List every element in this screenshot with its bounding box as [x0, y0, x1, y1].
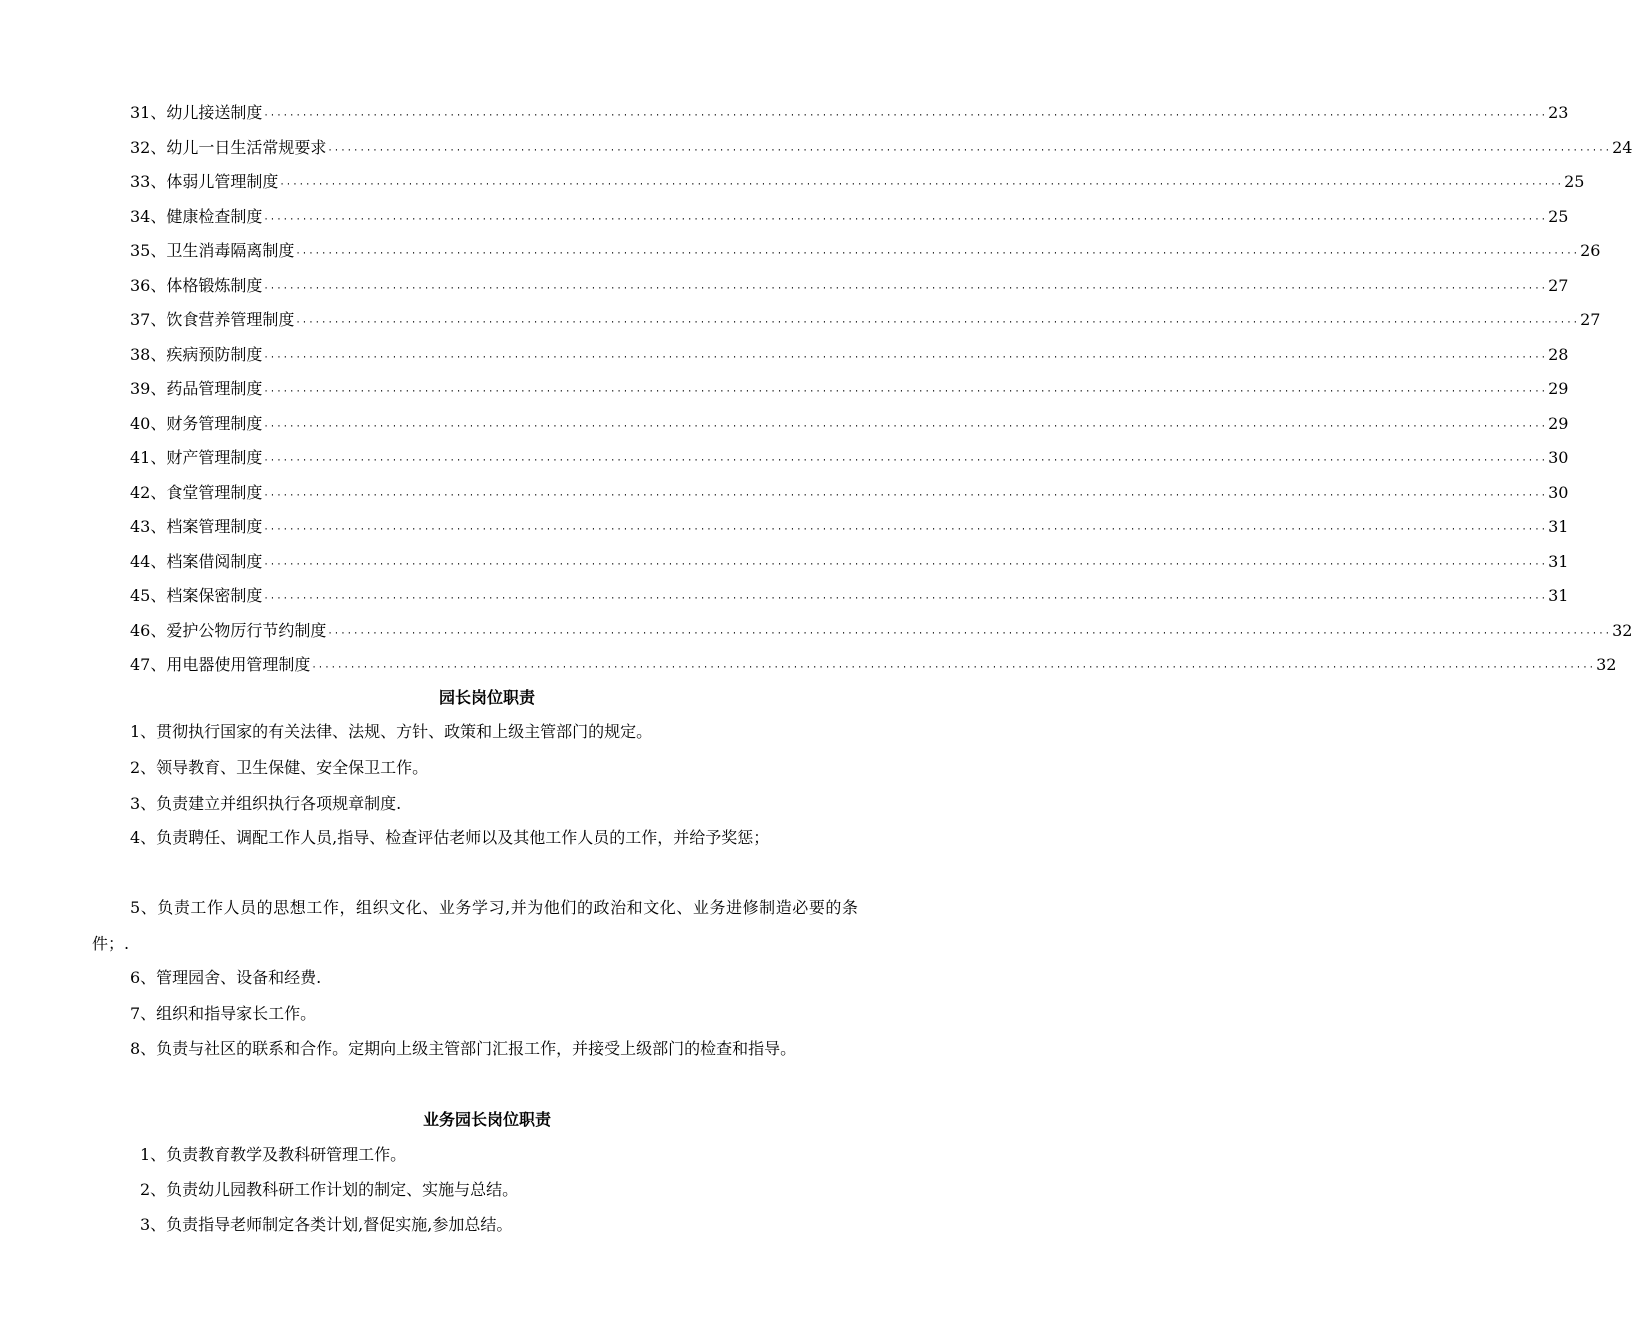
toc-entry-label: 35、卫生消毒隔离制度 [130, 241, 295, 260]
business-duty-2: 2、负责幼儿园教科研工作计划的制定、实施与总结。 [140, 1180, 519, 1199]
toc-leader-dots: ········································································································································································································ [263, 490, 1548, 501]
toc-entry-page: 31 [1548, 517, 1569, 536]
toc-entry-label: 45、档案保密制度 [130, 586, 263, 605]
toc-entry-page: 30 [1548, 448, 1569, 467]
toc-entry[interactable] [130, 269, 1569, 304]
toc-entry[interactable] [130, 510, 1569, 545]
toc-entry-page: 29 [1548, 413, 1569, 433]
toc-entry[interactable] [130, 579, 1569, 614]
toc-entry-label: 42、食堂管理制度 [130, 482, 263, 502]
toc-entry-page: 29 [1548, 379, 1569, 398]
toc-leader-dots: ········································································································································································································ [263, 594, 1548, 604]
toc-leader-dots: ········································································································································································································ [263, 421, 1548, 432]
toc-entry-page: 25 [1564, 172, 1585, 191]
toc-entry[interactable] [130, 96, 1569, 131]
toc-entry-label: 46、爱护公物厉行节约制度 [130, 620, 327, 640]
toc-leader-dots: ········································································································································································································ [295, 249, 1580, 259]
toc-entry[interactable] [130, 200, 1569, 235]
toc-entry-page: 32 [1612, 620, 1632, 640]
toc-entry-page: 26 [1580, 241, 1601, 260]
table-of-contents [130, 96, 1632, 683]
principal-duty-1: 1、贯彻执行国家的有关法律、法规、方针、政策和上级主管部门的规定。 [130, 722, 653, 741]
toc-entry-label: 41、财产管理制度 [130, 448, 263, 467]
toc-entry-label: 33、体弱儿管理制度 [130, 172, 279, 191]
principal-duty-7: 7、组织和指导家长工作。 [130, 1004, 317, 1023]
section-title-principal: 园长岗位职责 [438, 688, 535, 707]
toc-leader-dots: ········································································································································································································ [327, 145, 1612, 156]
toc-leader-dots: ········································································································································································································ [327, 628, 1612, 639]
toc-entry-page: 32 [1596, 655, 1617, 674]
toc-entry-page: 31 [1548, 551, 1569, 571]
principal-duty-6: 6、管理园舍、设备和经费. [130, 968, 322, 987]
toc-leader-dots: ········································································································································································································ [311, 663, 1596, 673]
toc-entry[interactable] [130, 441, 1569, 476]
toc-entry[interactable] [130, 303, 1601, 338]
toc-entry[interactable] [130, 131, 1632, 166]
toc-entry-label: 37、饮食营养管理制度 [130, 310, 295, 329]
toc-entry[interactable] [130, 372, 1569, 407]
toc-entry[interactable] [130, 614, 1632, 649]
business-duty-1: 1、负责教育教学及教科研管理工作。 [140, 1145, 407, 1164]
toc-entry-label: 39、药品管理制度 [130, 379, 263, 398]
toc-entry[interactable] [130, 234, 1601, 269]
toc-entry[interactable] [130, 648, 1617, 683]
toc-entry-page: 28 [1548, 344, 1569, 364]
principal-duty-5: 5、负责工作人员的思想工作，组织文化、业务学习,并为他们的政治和文化、业务进修制造必要的条件；. [92, 898, 858, 953]
toc-entry[interactable] [130, 545, 1569, 580]
principal-duty-3: 3、负责建立并组织执行各项规章制度. [130, 794, 402, 813]
toc-entry-label: 47、用电器使用管理制度 [130, 655, 311, 674]
business-duty-3: 3、负责指导老师制定各类计划,督促实施,参加总结。 [140, 1215, 513, 1234]
toc-entry-label: 36、体格锻炼制度 [130, 275, 263, 295]
toc-leader-dots: ········································································································································································································ [279, 180, 1564, 190]
toc-leader-dots: ········································································································································································································ [263, 283, 1548, 294]
toc-entry[interactable] [130, 476, 1569, 511]
toc-entry-page: 24 [1612, 137, 1632, 157]
toc-entry-page: 31 [1548, 586, 1569, 605]
toc-entry-page: 27 [1548, 275, 1569, 295]
toc-leader-dots: ········································································································································································································ [263, 525, 1548, 535]
toc-entry[interactable] [130, 338, 1569, 373]
toc-entry-page: 25 [1548, 206, 1569, 226]
toc-entry-label: 43、档案管理制度 [130, 517, 263, 536]
toc-entry-label: 32、幼儿一日生活常规要求 [130, 137, 327, 157]
toc-entry-page: 23 [1548, 103, 1569, 122]
toc-leader-dots: ········································································································································································································ [263, 456, 1548, 466]
toc-entry[interactable] [130, 407, 1569, 442]
toc-leader-dots: ········································································································································································································ [295, 318, 1580, 328]
toc-entry-label: 31、幼儿接送制度 [130, 103, 263, 122]
toc-leader-dots: ········································································································································································································ [263, 559, 1548, 570]
toc-entry-page: 27 [1580, 310, 1601, 329]
toc-leader-dots: ········································································································································································································ [263, 214, 1548, 225]
toc-leader-dots: ········································································································································································································ [263, 387, 1548, 397]
toc-leader-dots: ········································································································································································································ [263, 111, 1548, 121]
principal-duty-8: 8、负责与社区的联系和合作。定期向上级主管部门汇报工作，并接受上级部门的检查和指导。 [130, 1039, 797, 1058]
toc-leader-dots: ········································································································································································································ [263, 352, 1548, 363]
toc-entry[interactable] [130, 165, 1585, 200]
principal-duty-2: 2、领导教育、卫生保健、安全保卫工作。 [130, 758, 429, 777]
principal-duty-4: 4、负责聘任、调配工作人员,指导、检查评估老师以及其他工作人员的工作，并给予奖惩； [130, 828, 770, 847]
toc-entry-page: 30 [1548, 482, 1569, 502]
section-title-business-principal: 业务园长岗位职责 [422, 1110, 551, 1129]
toc-entry-label: 38、疾病预防制度 [130, 344, 263, 364]
toc-entry-label: 40、财务管理制度 [130, 413, 263, 433]
toc-entry-label: 44、档案借阅制度 [130, 551, 263, 571]
toc-entry-label: 34、健康检查制度 [130, 206, 263, 226]
